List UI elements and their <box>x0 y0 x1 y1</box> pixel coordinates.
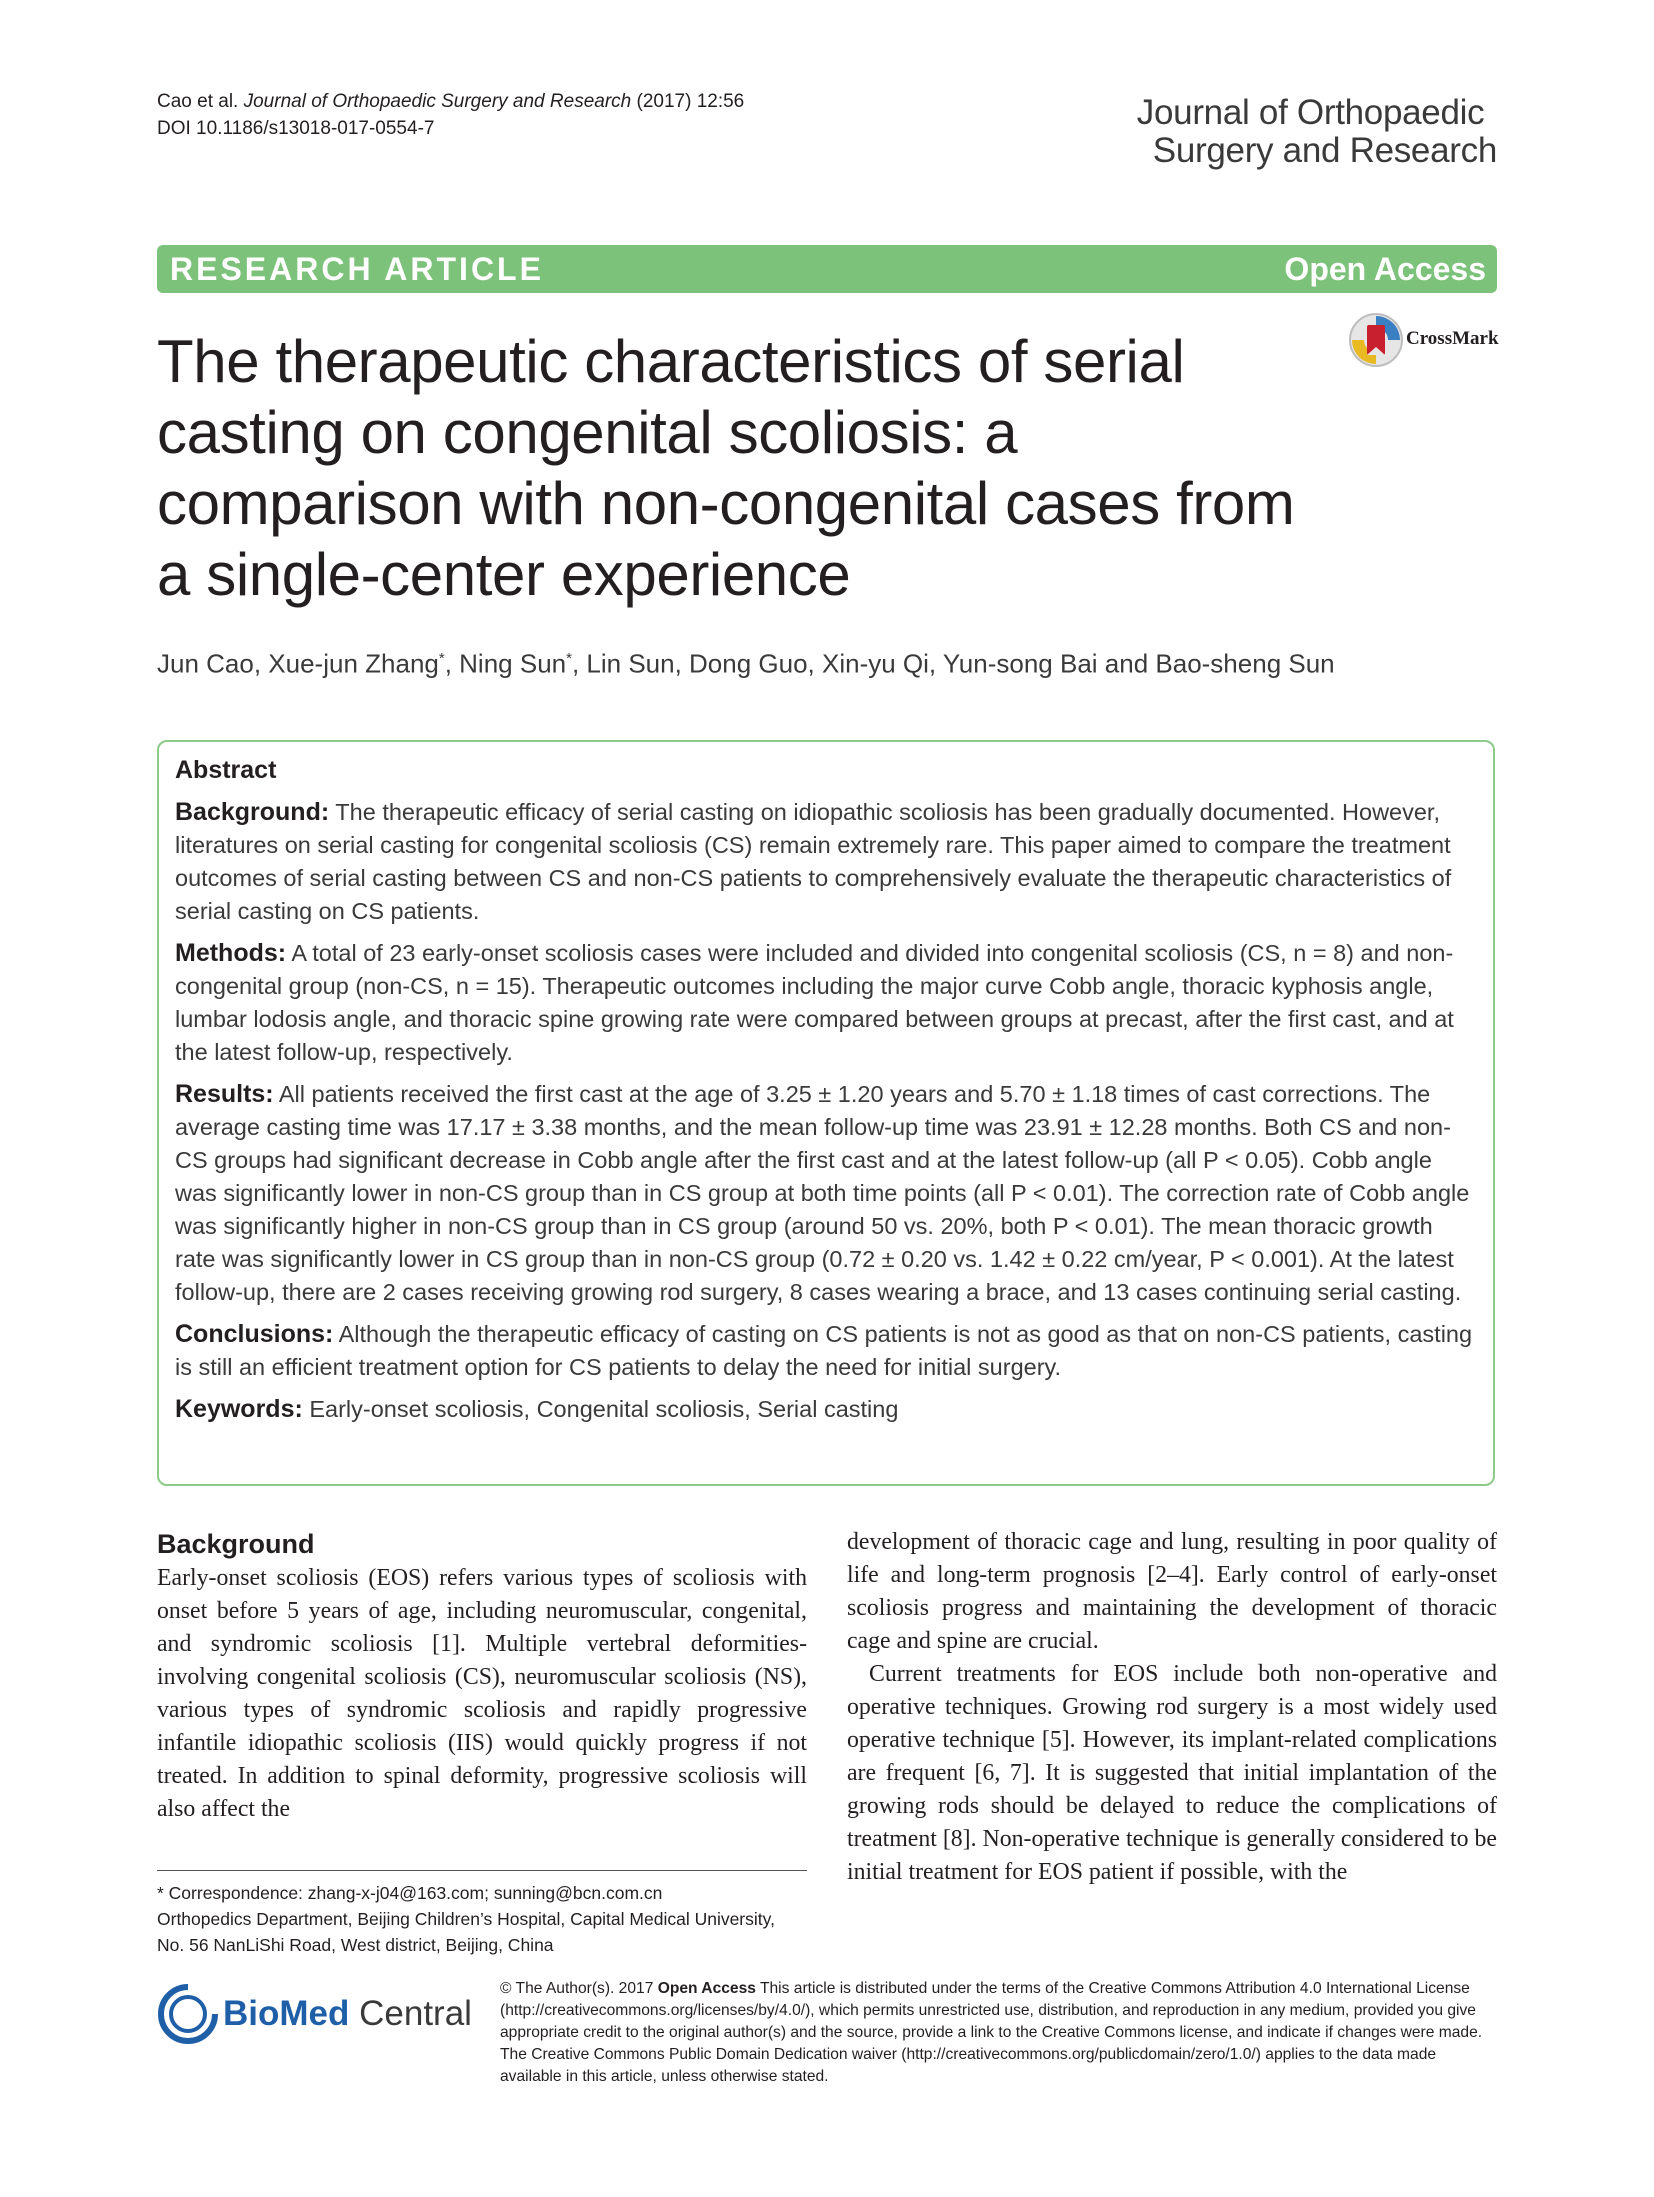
abstract-results-label: Results: <box>175 1080 274 1108</box>
abstract-keywords <box>175 1393 1475 1426</box>
author-list <box>157 642 1335 681</box>
abstract-conclusions-label: Conclusions: <box>175 1320 334 1348</box>
author-text: , Lin Sun, Dong Guo, Xin-yu Qi, Yun-song Bai and Bao-sheng Sun <box>571 648 1335 679</box>
citation <box>157 88 744 142</box>
corresponding-mark[interactable]: * <box>566 650 572 667</box>
license-copyright: © The Author(s). 2017 <box>500 1980 658 1997</box>
abstract-background <box>175 796 1475 928</box>
crossmark-icon[interactable] <box>1348 312 1404 373</box>
journal-logo-line2: Surgery and Research <box>1152 131 1497 170</box>
doi[interactable]: DOI 10.1186/s13018-017-0554-7 <box>157 118 435 139</box>
license-notice <box>500 1978 1500 2088</box>
body-column-left <box>157 1526 807 1826</box>
abstract-keywords-text: Early-onset scoliosis, Congenital scoliosis, Serial casting <box>302 1396 899 1422</box>
affiliation: Orthopedics Department, Beijing Children’s Hospital, Capital Medical University, No. 56 NanLiShi Road, West district, Beijing, China <box>157 1909 775 1955</box>
section-heading: Background <box>157 1529 315 1559</box>
author-text: , Ning Sun <box>444 648 567 679</box>
logo-text-biomed: BioMed <box>223 1994 350 2033</box>
crossmark-label[interactable]: CrossMark <box>1406 328 1499 349</box>
body-paragraph: Early-onset scoliosis (EOS) refers various types of scoliosis with onset before 5 years of age, including neuromuscular, congenital, and syndromic scoliosis [1]. Multiple vertebral deformities-involving congenital scoliosis (CS), neuromuscular scoliosis (NS), various types of syndromic scoliosis and rapidly progressive infantile idiopathic scoliosis (IIS) would quickly progress if not treated. In addition to spinal deformity, progressive scoliosis will also affect the <box>157 1565 807 1822</box>
corresponding-mark[interactable]: * <box>438 650 445 667</box>
license-text: This article is distributed under the terms of the Creative Commons Attribution 4.0 International License (http://creativecommons.org/licenses/by/4.0/), which permits unrestricted use, distribution, and reproduction in any medium, provided you give appropriate credit to the original author(s) and the source, provide a link to the Creative Commons license, and indicate if changes were made. The Creative Commons Public Domain Dedication waiver (http://creativecommons.org/publicdomain/zero/1.0/) applies to the data made available in this article, unless otherwise stated. <box>500 1980 1483 2085</box>
abstract-background-text: The therapeutic efficacy of serial casting on idiopathic scoliosis has been gradually documented. However, literatures on serial casting for congenital scoliosis (CS) remain extremely rare. This paper aimed to compare the treatment outcomes of serial casting between CS and non-CS patients to comprehensively evaluate the therapeutic characteristics of serial casting on CS patients. <box>175 799 1452 924</box>
biomed-central-logo-icon <box>157 1983 219 2045</box>
body-paragraph: Current treatments for EOS include both non-operative and operative techniques. Growing rod surgery is a most widely used operative technique [5]. However, its implant-related complications are frequent [6, 7]. It is suggested that initial implantation of the growing rods should be delayed to reduce the complications of treatment [8]. Non-operative technique is generally considered to be initial treatment for EOS patient if possible, with the <box>847 1661 1497 1885</box>
footnote <box>157 1880 807 1958</box>
logo-text-central: Central <box>349 1994 472 2033</box>
abstract-results-text: All patients received the first cast at the age of 3.25 ± 1.20 years and 5.70 ± 1.18 times of cast corrections. The average casting time was 17.17 ± 3.38 months, and the mean follow-up time was 23.91 ± 12.28 months. Both CS and non-CS groups had significant decrease in Cobb angle after the first cast and at the latest follow-up (all P < 0.05). Cobb angle was significantly lower in non-CS group than in CS group at both time points (all P < 0.01). The correction rate of Cobb angle was significantly higher in non-CS group than in CS group (around 50 vs. 20%, both P < 0.01). The mean thoracic growth rate was significantly lower in CS group than in non-CS group (0.72 ± 0.20 vs. 1.42 ± 0.22 cm/year, P < 0.001). At the latest follow-up, there are 2 cases receiving growing rod surgery, 8 cases wearing a brace, and 13 cases continuing serial casting. <box>175 1081 1470 1305</box>
journal-logo <box>1137 94 1497 170</box>
abstract-results <box>175 1078 1475 1309</box>
correspondence[interactable]: * Correspondence: zhang-x-j04@163.com; sunning@bcn.com.cn <box>157 1883 663 1903</box>
abstract-methods-text: A total of 23 early-onset scoliosis cases were included and divided into congenital scoliosis (CS, n = 8) and non-congenital group (non-CS, n = 15). Therapeutic outcomes including the major curve Cobb angle, thoracic kyphosis angle, lumbar lodosis angle, and thoracic spine growing rate were compared between groups at precast, after the first cast, and at the latest follow-up, respectively. <box>175 940 1454 1065</box>
article-title: The therapeutic characteristics of serial casting on congenital scoliosis: a comparison with non-congenital cases from a single-center experience <box>157 328 1295 608</box>
author-text: Jun Cao, <box>157 648 269 679</box>
abstract-methods-label: Methods: <box>175 939 287 967</box>
license-open-access: Open Access <box>657 1980 756 1997</box>
abstract-conclusions-text: Although the therapeutic efficacy of casting on CS patients is not as good as that on non-CS patients, casting is still an efficient treatment option for CS patients to delay the need for initial surgery. <box>175 1321 1473 1380</box>
citation-year-volume: (2017) 12:56 <box>631 91 745 112</box>
abstract <box>175 752 1475 1435</box>
abstract-heading: Abstract <box>175 756 277 784</box>
citation-authors: Cao et al. <box>157 91 239 112</box>
body-paragraph: development of thoracic cage and lung, resulting in poor quality of life and long-term prognosis [2–4]. Early control of early-onset scoliosis progress and maintaining the development of thoracic cage and spine are crucial. <box>847 1529 1497 1654</box>
footnote-rule <box>157 1870 807 1871</box>
citation-journal: Journal of Orthopaedic Surgery and Research <box>243 91 632 112</box>
article-type-label: RESEARCH ARTICLE <box>170 251 544 287</box>
body-column-right <box>847 1526 1497 1889</box>
journal-logo-line1: Journal of Orthopaedic <box>1136 93 1485 132</box>
author-text: Xue-jun Zhang <box>268 648 439 679</box>
open-access-label: Open Access <box>1284 251 1486 287</box>
abstract-keywords-label: Keywords: <box>175 1395 303 1423</box>
abstract-methods <box>175 937 1475 1069</box>
abstract-background-label: Background: <box>175 798 330 826</box>
abstract-conclusions <box>175 1318 1475 1384</box>
biomed-central-logo[interactable] <box>157 1983 477 2045</box>
